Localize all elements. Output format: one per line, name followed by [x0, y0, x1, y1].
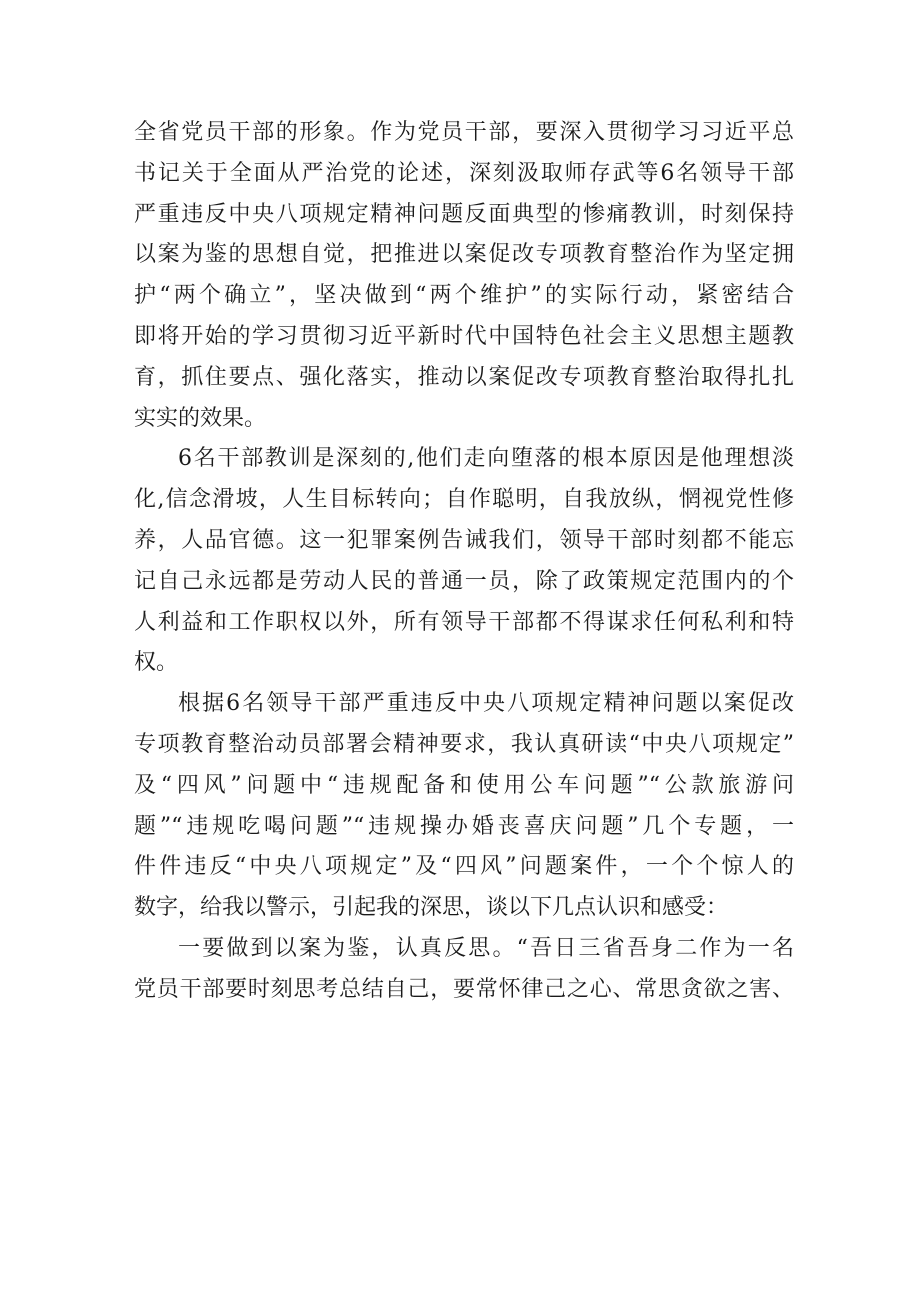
text-line: 实实的效果。 — [134, 405, 267, 431]
text-line: 数字，给我以警示，引起我的深思，谈以下几点认识和感受： — [134, 895, 729, 921]
text-line: 养，人品官德。这一犯罪案例告诫我们，领导干部时刻都不能忘 — [134, 527, 794, 553]
text-line: 6名干部教训是深刻的,他们走向堕落的根本原因是他理想淡 — [178, 446, 794, 472]
text-line: 党员干部要时刻思考总结自己，要常怀律己之心、常思贪欲之害、 — [134, 976, 794, 1002]
body-text — [134, 113, 794, 1011]
text-line: 题”“违规吃喝问题”“违规操办婚丧喜庆问题”几个专题，一 — [134, 813, 794, 839]
text-line: 即将开始的学习贯彻习近平新时代中国特色社会主义思想主题教 — [134, 323, 794, 349]
text-line: 人利益和工作职权以外，所有领导干部都不得谋求任何私利和特 — [134, 609, 794, 635]
text-line: 书记关于全面从严治党的论述，深刻汲取师存武等6名领导干部 — [134, 160, 794, 186]
text-line: 根据6名领导干部严重违反中央八项规定精神问题以案促改 — [178, 691, 794, 717]
text-line: 严重违反中央八项规定精神问题反面典型的惨痛教训，时刻保持 — [134, 201, 794, 227]
text-line: 件件违反“中央八项规定”及“四风”问题案件，一个个惊人的 — [134, 854, 794, 880]
text-line: 化,信念滑坡，人生目标转向；自作聪明，自我放纵，惘视党性修 — [134, 487, 794, 513]
text-line: 专项教育整治动员部署会精神要求，我认真研读“中央八项规定” — [134, 731, 794, 757]
text-line: 育，抓住要点、强化落实，推动以案促改专项教育整治取得扎扎 — [134, 364, 794, 390]
text-line: 一要做到以案为鉴，认真反思。“吾日三省吾身二作为一名 — [178, 935, 794, 961]
text-line: 权。 — [134, 650, 179, 676]
text-line: 及“四风”问题中“违规配备和使用公车问题”“公款旅游问 — [134, 772, 794, 798]
text-line: 记自己永远都是劳动人民的普通一员，除了政策规定范围内的个 — [134, 568, 794, 594]
text-line: 护“两个确立”，坚决做到“两个维护”的实际行动，紧密结合 — [134, 283, 794, 309]
text-line: 以案为鉴的思想自觉，把推进以案促改专项教育整治作为坚定拥 — [134, 242, 794, 268]
text-line: 全省党员干部的形象。作为党员干部，要深入贯彻学习习近平总 — [134, 120, 794, 145]
